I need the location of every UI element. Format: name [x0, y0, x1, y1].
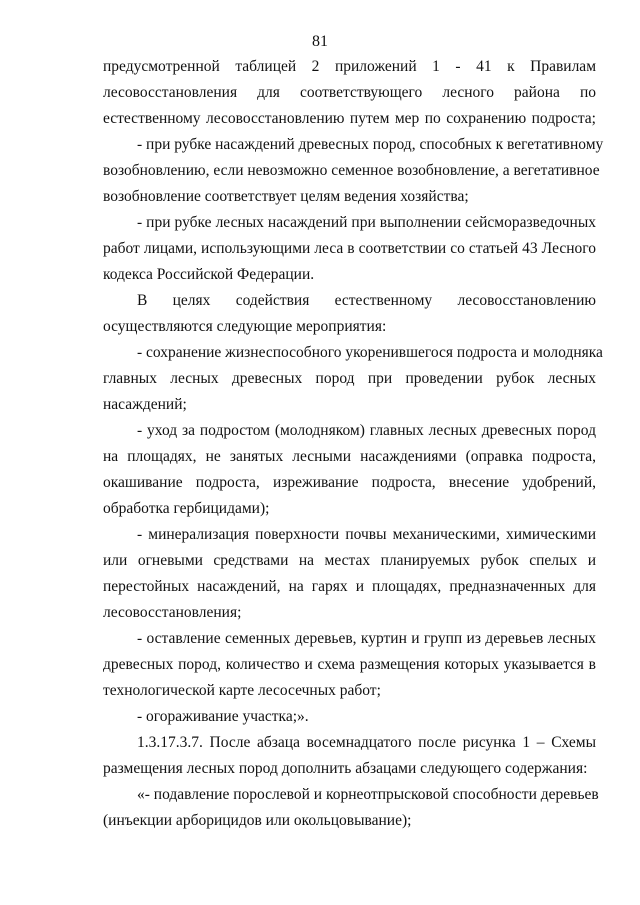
text-line: на площадях, не занятых лесными насаждениями (оправка подроста,: [103, 448, 596, 465]
text-line: - сохранение жизнеспособного укоренившегося подроста и молодняка: [137, 344, 603, 361]
text-line: перестойных насаждений, на гарях и площадях, предназначенных для: [103, 578, 596, 595]
text-line: (инъекции арборицидов или окольцовывание);: [103, 812, 412, 829]
text-line: насаждений;: [103, 396, 187, 413]
text-line: - огораживание участка;».: [137, 708, 309, 725]
text-line: лесовосстановления;: [103, 604, 242, 621]
text-line: - уход за подростом (молодняком) главных лесных древесных пород: [137, 422, 596, 439]
text-line: - при рубке лесных насаждений при выполнении сейсморазведочных: [137, 214, 596, 231]
text-line: осуществляются следующие мероприятия:: [103, 318, 387, 335]
text-line: обработка гербицидами);: [103, 500, 270, 517]
text-line: главных лесных древесных пород при проведении рубок лесных: [103, 370, 596, 387]
text-line: возобновлению, если невозможно семенное возобновление, а вегетативное: [103, 162, 600, 179]
text-line: или огневыми средствами на местах планируемых рубок спелых и: [103, 552, 596, 569]
text-line: размещения лесных пород дополнить абзацами следующего содержания:: [103, 760, 588, 777]
text-line: 1.3.17.3.7. После абзаца восемнадцатого после рисунка 1 – Схемы: [137, 734, 596, 751]
text-line: - минерализация поверхности почвы механическими, химическими: [137, 526, 596, 543]
page-number: 81: [312, 33, 328, 50]
text-line: технологической карте лесосечных работ;: [103, 682, 381, 699]
text-line: кодекса Российской Федерации.: [103, 266, 315, 283]
text-line: лесовосстановления для соответствующего лесного района по: [103, 84, 596, 101]
text-line: естественному лесовосстановлению путем мер по сохранению подроста;: [103, 110, 596, 127]
text-line: возобновление соответствует целям ведения хозяйства;: [103, 188, 469, 205]
text-line: предусмотренной таблицей 2 приложений 1 - 41 к Правилам: [103, 58, 596, 75]
text-line: работ лицами, использующими леса в соответствии со статьей 43 Лесного: [103, 240, 596, 257]
text-line: «- подавление порослевой и корнеотпрысковой способности деревьев: [137, 786, 599, 803]
text-line: В целях содействия естественному лесовосстановлению: [137, 292, 596, 309]
text-line: окашивание подроста, изреживание подроста, внесение удобрений,: [103, 474, 596, 491]
text-line: древесных пород, количество и схема размещения которых указывается в: [103, 656, 596, 673]
text-line: - оставление семенных деревьев, куртин и групп из деревьев лесных: [137, 630, 596, 647]
text-line: - при рубке насаждений древесных пород, способных к вегетативному: [137, 136, 604, 153]
